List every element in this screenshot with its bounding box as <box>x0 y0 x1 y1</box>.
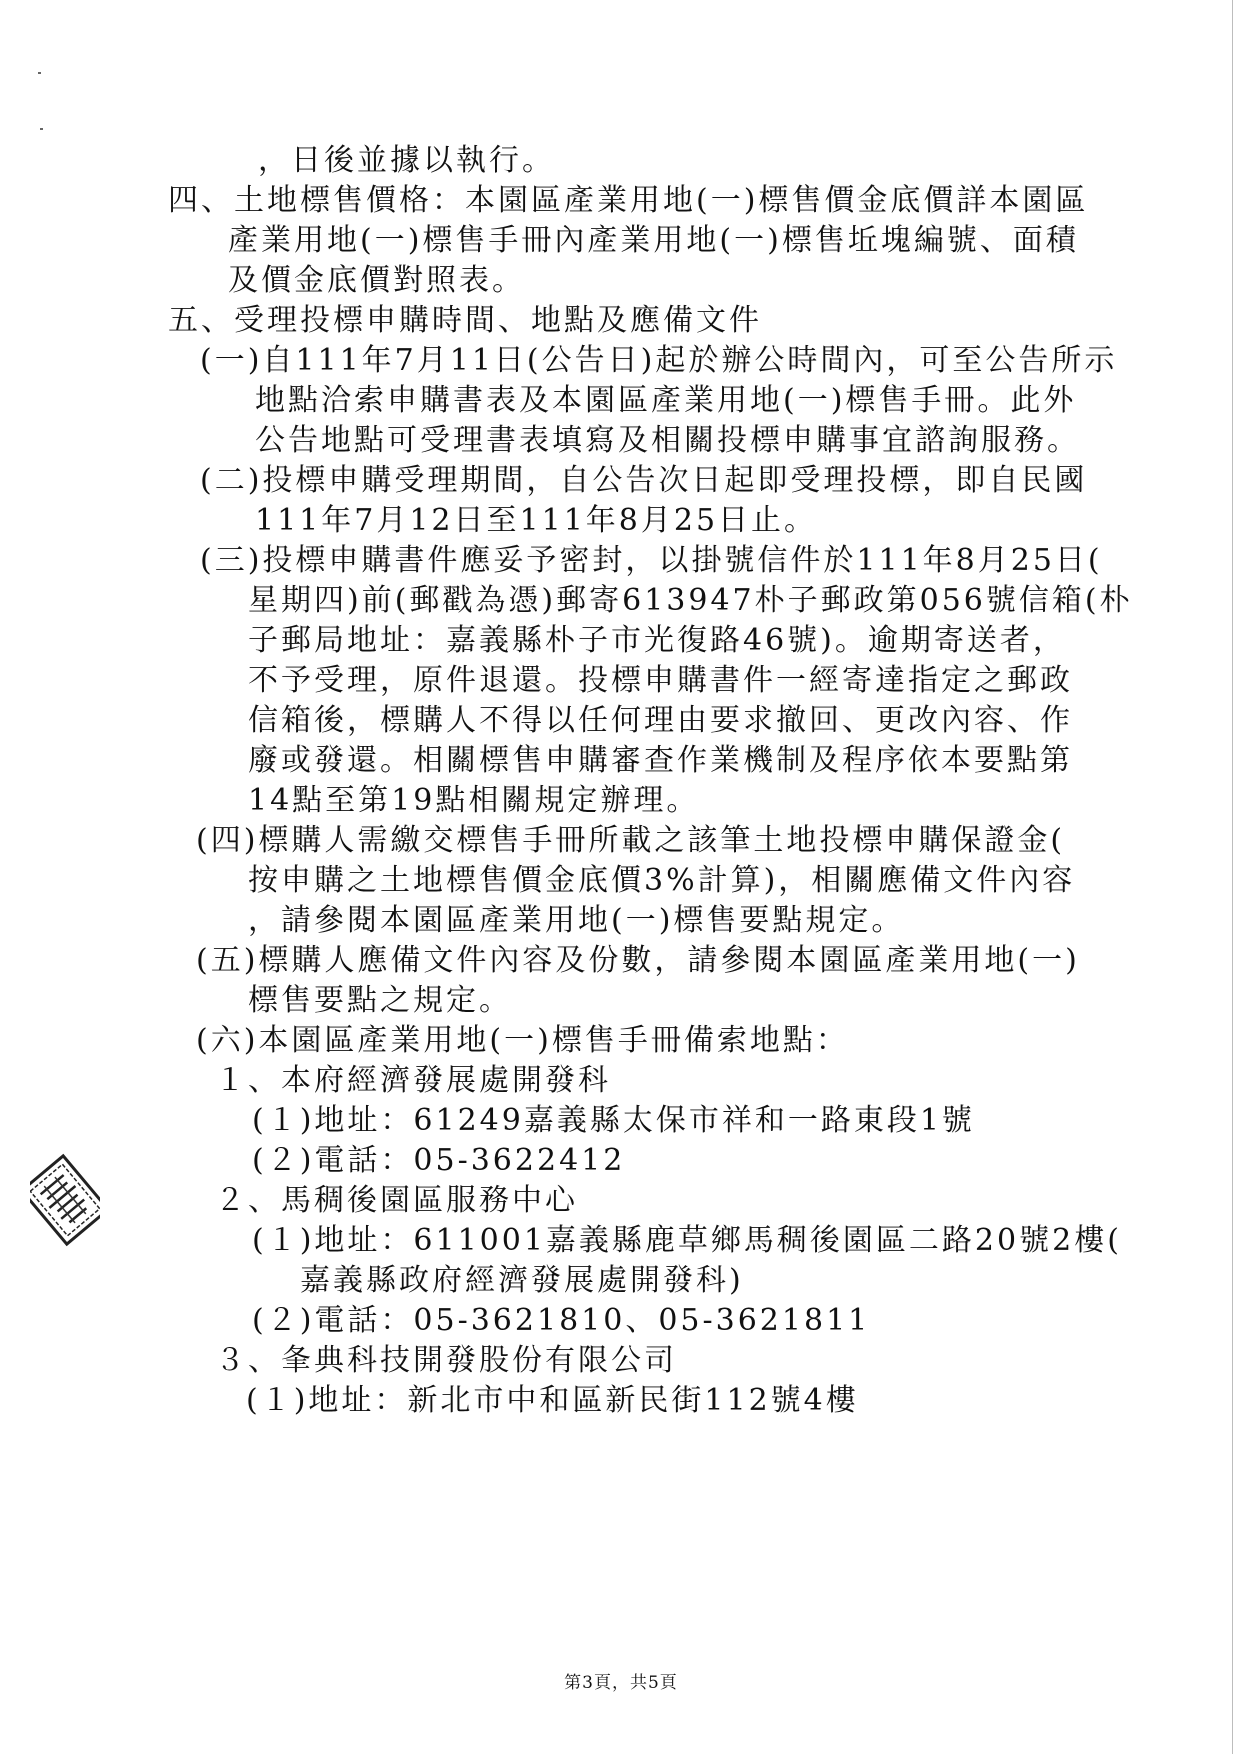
page-footer: 第3頁，共5頁 <box>564 1673 678 1693</box>
scan-edge-line <box>1232 0 1233 1754</box>
location-2-phone: (２)電話：05-3621810、05-3621811 <box>252 1303 871 1338</box>
text-line: ，請參閱本園區產業用地(一)標售要點規定。 <box>248 903 905 938</box>
text-line: 廢或發還。相關標售申購審查作業機制及程序依本要點第 <box>248 743 1073 778</box>
text-line: 子郵局地址：嘉義縣朴子市光復路46號)。逾期寄送者， <box>248 623 1066 658</box>
section-heading-price: 四、土地標售價格：本園區產業用地(一)標售價金底價詳本園區 <box>168 183 1089 218</box>
text-line: 地點洽索申購書表及本園區產業用地(一)標售手冊。此外 <box>255 383 1077 418</box>
text-line: 星期四)前(郵戳為憑)郵寄613947朴子郵政第056號信箱(朴 <box>248 583 1133 618</box>
item-3: (三)投標申購書件應妥予密封，以掛號信件於111年8月25日( <box>200 543 1103 578</box>
text-line: 按申購之土地標售價金底價3%計算)，相關應備文件內容 <box>248 863 1076 898</box>
item-5: (五)標購人應備文件內容及份數，請參閱本園區產業用地(一) <box>196 943 1080 978</box>
location-1-name: １、本府經濟發展處開發科 <box>215 1063 611 1098</box>
text-line: 不予受理，原件退還。投標申購書件一經寄達指定之郵政 <box>248 663 1073 698</box>
location-3-address: (１)地址：新北市中和區新民街112號4樓 <box>246 1383 859 1418</box>
text-line: 14點至第19點相關規定辦理。 <box>248 783 700 818</box>
scan-speck <box>40 128 43 130</box>
text-line: 產業用地(一)標售手冊內產業用地(一)標售坵塊編號、面積 <box>228 223 1079 258</box>
seal-stamp <box>30 1150 100 1250</box>
text-line: ，日後並據以執行。 <box>258 143 555 178</box>
text-line: 嘉義縣政府經濟發展處開發科) <box>300 1263 744 1298</box>
location-2-address: (１)地址：611001嘉義縣鹿草鄉馬稠後園區二路20號2樓( <box>252 1223 1122 1258</box>
location-1-address: (１)地址：61249嘉義縣太保市祥和一路東段1號 <box>252 1103 975 1138</box>
text-line: 標售要點之規定。 <box>248 983 512 1018</box>
item-2: (二)投標申購受理期間，自公告次日起即受理投標，即自民國 <box>200 463 1088 498</box>
text-line: 111年7月12日至111年8月25日止。 <box>255 503 818 538</box>
item-4: (四)標購人需繳交標售手冊所載之該筆土地投標申購保證金( <box>196 823 1066 858</box>
location-2-name: ２、馬稠後園區服務中心 <box>215 1183 578 1218</box>
location-3-name: ３、夆典科技開發股份有限公司 <box>215 1343 677 1378</box>
scan-speck <box>38 72 41 74</box>
text-line: 信箱後，標購人不得以任何理由要求撤回、更改內容、作 <box>248 703 1073 738</box>
section-heading-application: 五、受理投標申購時間、地點及應備文件 <box>168 303 762 338</box>
text-line: 及價金底價對照表。 <box>228 263 525 298</box>
item-6: (六)本園區產業用地(一)標售手冊備索地點： <box>196 1023 849 1058</box>
location-1-phone: (２)電話：05-3622412 <box>252 1143 626 1178</box>
item-1: (一)自111年7月11日(公告日)起於辦公時間內，可至公告所示 <box>200 343 1118 378</box>
text-line: 公告地點可受理書表填寫及相關投標申購事宜諮詢服務。 <box>255 423 1080 458</box>
